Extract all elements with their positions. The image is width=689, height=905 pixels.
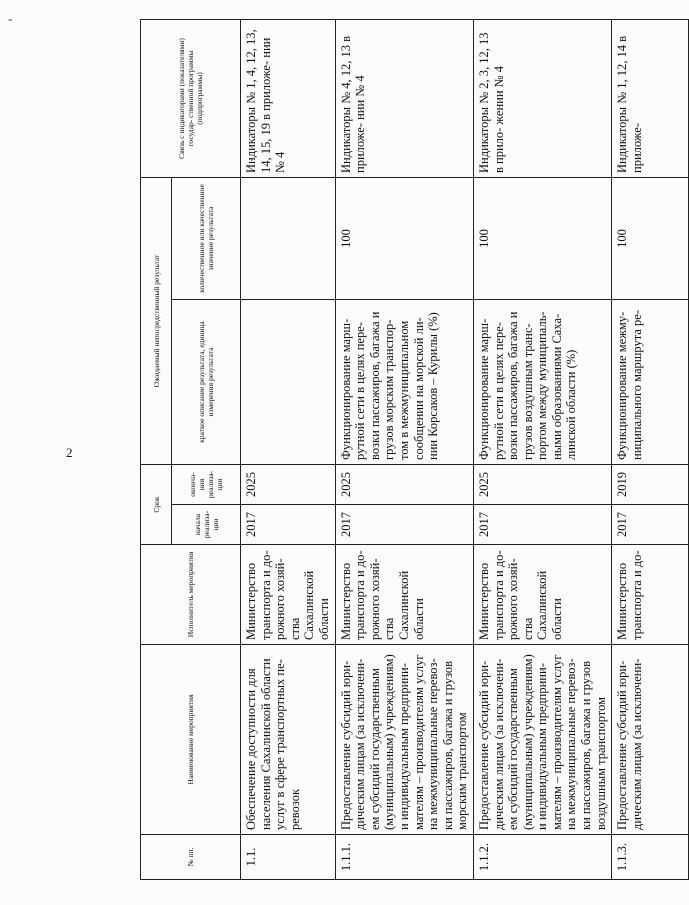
cell-num: 1.1.	[241, 835, 336, 880]
table-header-row	[141, 20, 172, 880]
cell-name: Обеспечение доступности для населения Сахалинской области услуг в сфере транспортных пе- ревозок	[241, 645, 336, 835]
header-result: Ожидаемый непосредственный результат	[141, 178, 172, 465]
header-name: Наименование мероприятия	[141, 645, 241, 835]
cell-start: 2017	[473, 505, 611, 545]
cell-executor: Министерство транспорта и до- рожного хозяй- ства Сахалинской области	[335, 545, 473, 645]
cell-link: Индикаторы № 1, 4, 12, 13, 14, 15, 19 в приложе- нии № 4	[241, 20, 336, 178]
rotated-sheet	[140, 20, 644, 880]
rotated-table-wrapper	[140, 20, 644, 880]
cell-result-value: 100	[335, 178, 473, 300]
cell-end: 2025	[335, 465, 473, 505]
table-row	[612, 20, 689, 880]
table-row	[473, 20, 611, 880]
cell-executor: Министерство транспорта и до- рожного хозяй- ства Сахалинской области	[473, 545, 611, 645]
table-row	[335, 20, 473, 880]
cell-link: Индикаторы № 4, 12, 13 в приложе- нии № 4	[335, 20, 473, 178]
page-number: 2	[66, 445, 73, 460]
cell-result-value: 100	[473, 178, 611, 300]
cell-name: Предоставление субсидий юри- дическим лицам (за исключени-	[612, 645, 689, 835]
cell-start: 2017	[241, 505, 336, 545]
header-result-value: количественное или качественное значение результата	[172, 178, 241, 300]
cell-result-value	[241, 178, 336, 300]
cell-num: 1.1.1.	[335, 835, 473, 880]
table-row	[241, 20, 336, 880]
cell-end: 2025	[241, 465, 336, 505]
cell-name: Предоставление субсидий юри- дическим лицам (за исключени- ем субсидий государственным (муниципальным) учреждениям) и индивидуальным предприни- мателям – производителям услуг на межмуниципальные перевоз- ки пассажиров, багажа и грузов воздушным транспортом	[473, 645, 611, 835]
cell-executor: Министерство транспорта и до-	[612, 545, 689, 645]
cell-name: Предоставление субсидий юри- дическим лицам (за исключени- ем субсидий государственным (муниципальным) учреждениям) и индивидуальным предприни- мателям – производителям услуг на межмуниципальные перевоз- ки пассажиров, багажа и грузов морским транспортом	[335, 645, 473, 835]
cell-result-desc: Функционирование марш- рутной сети в целях пере- возки пассажиров, багажа и грузов воздушным транс- портом между муниципаль- ными образованиями Саха- линской области (%)	[473, 300, 611, 465]
cell-result-value: 100	[612, 178, 689, 300]
header-term-end: оконча- ния реализа- ции	[172, 465, 241, 505]
header-term-start: начала реализа- ции	[172, 505, 241, 545]
header-executor: Исполнитель мероприятия	[141, 545, 241, 645]
cell-start: 2017	[612, 505, 689, 545]
cell-result-desc	[241, 300, 336, 465]
cell-end: 2019	[612, 465, 689, 505]
cell-start: 2017	[335, 505, 473, 545]
cell-result-desc: Функционирование марш- рутной сети в целях пере- возки пассажиров, багажа и грузов морским транспор- том в межмуниципальном сообщении на морской ли- нии Корсаков – Курилы (%)	[335, 300, 473, 465]
header-link: Связь с индикаторами (показателями) государ- ственной программы (подпрограммы)	[141, 20, 241, 178]
cell-num: 1.1.3.	[612, 835, 689, 880]
measures-table	[140, 19, 689, 880]
cell-link: Индикаторы № 1, 12, 14 в приложе-	[612, 20, 689, 178]
cell-link: Индикаторы № 2, 3, 12, 13 в прило- жении № 4	[473, 20, 611, 178]
header-num: № пп.	[141, 835, 241, 880]
cell-executor: Министерство транспорта и до- рожного хозяй- ства Сахалинской области	[241, 545, 336, 645]
cell-end: 2025	[473, 465, 611, 505]
cell-result-desc: Функционирование межму- ниципального маршрута ре-	[612, 300, 689, 465]
scan-mark: -	[8, 12, 13, 27]
header-result-desc: краткое описание результата, единица измерения результата	[172, 300, 241, 465]
header-term: Срок	[141, 465, 172, 545]
cell-num: 1.1.2.	[473, 835, 611, 880]
